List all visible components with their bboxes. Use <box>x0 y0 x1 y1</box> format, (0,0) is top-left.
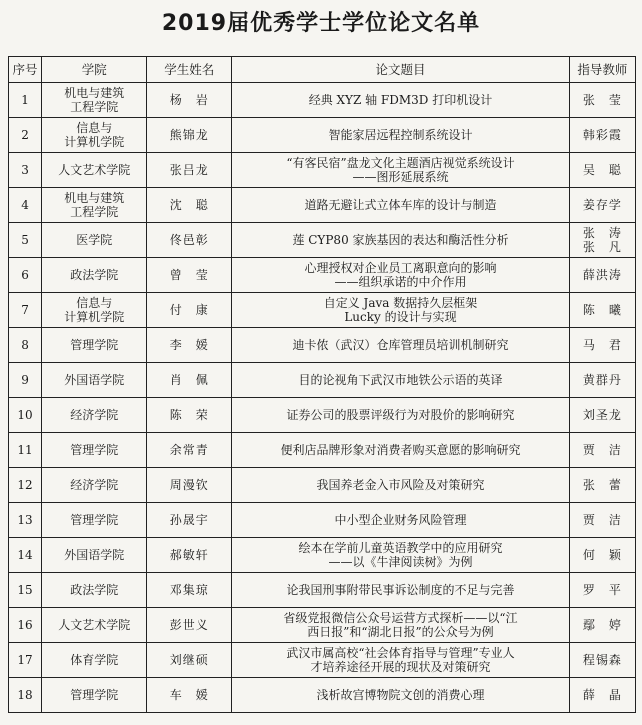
table-row <box>9 398 636 433</box>
thesis-title <box>232 538 570 573</box>
college-line: 管理学院 <box>70 338 119 352</box>
college-line: 体育学院 <box>70 653 119 667</box>
title-line: 中小型企业财务风险管理 <box>334 513 467 527</box>
college-line: 外国语学院 <box>64 373 125 387</box>
advisor-cell <box>569 293 635 328</box>
table-row <box>9 468 636 503</box>
row-number: 17 <box>9 643 42 678</box>
advisor-line: 程锡森 <box>582 653 622 667</box>
row-number: 5 <box>9 223 42 258</box>
thesis-title <box>232 188 570 223</box>
title-line: 道路无避让式立体车库的设计与制造 <box>304 198 497 212</box>
award-table <box>8 56 636 713</box>
college-cell <box>42 83 147 118</box>
title-line: 证券公司的股票评级行为对股价的影响研究 <box>286 408 515 422</box>
table-row <box>9 188 636 223</box>
advisor-cell <box>569 538 635 573</box>
thesis-title <box>232 503 570 538</box>
table-row <box>9 293 636 328</box>
college-cell <box>42 678 147 713</box>
college-line: 机电与建筑 <box>64 191 125 205</box>
student-name: 佟邑彰 <box>147 223 232 258</box>
student-name: 沈 聪 <box>147 188 232 223</box>
row-number: 7 <box>9 293 42 328</box>
college-line: 管理学院 <box>70 513 119 527</box>
student-name: 曾 莹 <box>147 258 232 293</box>
title-line: 心理授权对企业员工离职意向的影响 <box>304 261 497 275</box>
advisor-line: 贾 洁 <box>582 513 622 527</box>
college-line: 人文艺术学院 <box>58 618 131 632</box>
advisor-cell <box>569 643 635 678</box>
student-name: 张吕龙 <box>147 153 232 188</box>
college-line: 经济学院 <box>70 478 119 492</box>
row-number: 14 <box>9 538 42 573</box>
title-line: 迪卡侬（武汉）仓库管理员培训机制研究 <box>292 338 509 352</box>
college-cell <box>42 258 147 293</box>
college-cell <box>42 433 147 468</box>
row-number: 9 <box>9 363 42 398</box>
table-row <box>9 258 636 293</box>
college-cell <box>42 118 147 153</box>
student-name: 周漫钦 <box>147 468 232 503</box>
row-number: 12 <box>9 468 42 503</box>
title-line: 经典 XYZ 轴 FDM3D 打印机设计 <box>308 93 493 107</box>
header-student: 学生姓名 <box>147 57 232 83</box>
college-cell <box>42 363 147 398</box>
advisor-cell <box>569 608 635 643</box>
advisor-line: 陈 曦 <box>582 303 622 317</box>
title-line: 武汉市属高校“社会体育指导与管理”专业人 <box>286 646 515 660</box>
student-name: 陈 荣 <box>147 398 232 433</box>
advisor-line: 吴 聪 <box>582 163 622 177</box>
table-header-row <box>9 57 636 83</box>
row-number: 8 <box>9 328 42 363</box>
table-row <box>9 118 636 153</box>
thesis-title <box>232 153 570 188</box>
advisor-line: 张 莹 <box>582 93 622 107</box>
thesis-title <box>232 83 570 118</box>
title-line: 我国养老金入市风险及对策研究 <box>316 478 485 492</box>
college-line: 计算机学院 <box>64 135 125 149</box>
advisor-cell <box>569 678 635 713</box>
title-line: Lucky 的设计与实现 <box>344 310 457 324</box>
title-line: 自定义 Java 数据持久层框架 <box>323 296 478 310</box>
table-row <box>9 608 636 643</box>
title-line: 论我国刑事附带民事诉讼制度的不足与完善 <box>286 583 515 597</box>
advisor-line: 黄群丹 <box>582 373 622 387</box>
thesis-title <box>232 608 570 643</box>
advisor-line: 韩彩霞 <box>582 128 622 142</box>
college-cell <box>42 503 147 538</box>
college-line: 机电与建筑 <box>64 86 125 100</box>
row-number: 11 <box>9 433 42 468</box>
advisor-line: 姜存学 <box>582 198 622 212</box>
row-number: 13 <box>9 503 42 538</box>
title-line: ——图形延展系统 <box>352 170 449 184</box>
advisor-cell <box>569 398 635 433</box>
table-row <box>9 83 636 118</box>
header-college: 学院 <box>42 57 147 83</box>
row-number: 6 <box>9 258 42 293</box>
college-line: 工程学院 <box>70 100 119 114</box>
advisor-line: 薛洪涛 <box>582 268 622 282</box>
college-line: 管理学院 <box>70 443 119 457</box>
college-line: 政法学院 <box>70 268 119 282</box>
college-cell <box>42 468 147 503</box>
thesis-title <box>232 433 570 468</box>
table-row <box>9 328 636 363</box>
table-row <box>9 433 636 468</box>
college-cell <box>42 573 147 608</box>
title-line: 绘本在学前儿童英语教学中的应用研究 <box>298 541 503 555</box>
title-line: 便利店品牌形象对消费者购买意愿的影响研究 <box>280 443 521 457</box>
table-row <box>9 538 636 573</box>
college-line: 人文艺术学院 <box>58 163 131 177</box>
advisor-line: 罗 平 <box>582 583 622 597</box>
college-line: 管理学院 <box>70 688 119 702</box>
student-name: 刘继硕 <box>147 643 232 678</box>
table-row <box>9 503 636 538</box>
college-cell <box>42 328 147 363</box>
student-name: 李 媛 <box>147 328 232 363</box>
college-line: 外国语学院 <box>64 548 125 562</box>
advisor-cell <box>569 83 635 118</box>
student-name: 付 康 <box>147 293 232 328</box>
advisor-cell <box>569 223 635 258</box>
college-cell <box>42 538 147 573</box>
advisor-line: 贾 洁 <box>582 443 622 457</box>
thesis-title <box>232 573 570 608</box>
table-row <box>9 573 636 608</box>
college-cell <box>42 608 147 643</box>
title-line: ——以《牛津阅读树》为例 <box>328 555 473 569</box>
thesis-title <box>232 363 570 398</box>
college-cell <box>42 293 147 328</box>
college-line: 政法学院 <box>70 583 119 597</box>
student-name: 孙晟宇 <box>147 503 232 538</box>
student-name: 肖 佩 <box>147 363 232 398</box>
advisor-line: 薛 晶 <box>582 688 622 702</box>
row-number: 18 <box>9 678 42 713</box>
thesis-title <box>232 118 570 153</box>
advisor-line: 刘圣龙 <box>582 408 622 422</box>
title-line: 莲 CYP80 家族基因的表达和酶活性分析 <box>292 233 509 247</box>
table-row <box>9 153 636 188</box>
college-line: 工程学院 <box>70 205 119 219</box>
title-line: 浅析故宫博物院文创的消费心理 <box>316 688 485 702</box>
advisor-line: 张 涛 <box>582 226 622 240</box>
advisor-line: 张 蕾 <box>582 478 622 492</box>
advisor-line: 鄢 婷 <box>582 618 622 632</box>
thesis-title <box>232 293 570 328</box>
title-line: 才培养途径开展的现状及对策研究 <box>310 660 491 674</box>
table-row <box>9 223 636 258</box>
college-line: 信息与 <box>76 296 113 310</box>
thesis-title <box>232 223 570 258</box>
row-number: 1 <box>9 83 42 118</box>
college-cell <box>42 153 147 188</box>
title-line: 省级党报微信公众号运营方式探析——以“江 <box>283 611 518 625</box>
header-number: 序号 <box>9 57 42 83</box>
advisor-cell <box>569 118 635 153</box>
title-line: 西日报”和“湖北日报”的公众号为例 <box>307 625 494 639</box>
advisor-cell <box>569 433 635 468</box>
table-row <box>9 678 636 713</box>
advisor-cell <box>569 153 635 188</box>
college-cell <box>42 223 147 258</box>
thesis-title <box>232 328 570 363</box>
college-line: 经济学院 <box>70 408 119 422</box>
college-line: 信息与 <box>76 121 113 135</box>
advisor-cell <box>569 188 635 223</box>
student-name: 车 媛 <box>147 678 232 713</box>
student-name: 邓集琼 <box>147 573 232 608</box>
row-number: 16 <box>9 608 42 643</box>
header-thesis-title: 论文题目 <box>232 57 570 83</box>
student-name: 郝敏轩 <box>147 538 232 573</box>
title-line: ——组织承诺的中介作用 <box>334 275 467 289</box>
advisor-cell <box>569 468 635 503</box>
advisor-cell <box>569 363 635 398</box>
row-number: 10 <box>9 398 42 433</box>
table-row <box>9 363 636 398</box>
document-title: 2019届优秀学士学位论文名单 <box>161 11 481 36</box>
advisor-cell <box>569 258 635 293</box>
table-row <box>9 643 636 678</box>
title-line: 智能家居远程控制系统设计 <box>328 128 473 142</box>
row-number: 4 <box>9 188 42 223</box>
student-name: 余常青 <box>147 433 232 468</box>
thesis-title <box>232 468 570 503</box>
thesis-title <box>232 398 570 433</box>
student-name: 熊锦龙 <box>147 118 232 153</box>
title-line: “有客民宿”盘龙文化主题酒店视觉系统设计 <box>286 156 515 170</box>
thesis-title <box>232 678 570 713</box>
thesis-title <box>232 258 570 293</box>
advisor-line: 张 凡 <box>582 240 622 254</box>
thesis-title <box>232 643 570 678</box>
title-line: 目的论视角下武汉市地铁公示语的英译 <box>298 373 503 387</box>
advisor-cell <box>569 503 635 538</box>
advisor-cell <box>569 328 635 363</box>
advisor-line: 何 颖 <box>582 548 622 562</box>
college-cell <box>42 188 147 223</box>
student-name: 彭世义 <box>147 608 232 643</box>
row-number: 3 <box>9 153 42 188</box>
college-cell <box>42 643 147 678</box>
college-line: 医学院 <box>76 233 113 247</box>
advisor-cell <box>569 573 635 608</box>
college-cell <box>42 398 147 433</box>
advisor-line: 马 君 <box>582 338 622 352</box>
header-advisor: 指导教师 <box>569 57 635 83</box>
student-name: 杨 岩 <box>147 83 232 118</box>
row-number: 15 <box>9 573 42 608</box>
row-number: 2 <box>9 118 42 153</box>
college-line: 计算机学院 <box>64 310 125 324</box>
